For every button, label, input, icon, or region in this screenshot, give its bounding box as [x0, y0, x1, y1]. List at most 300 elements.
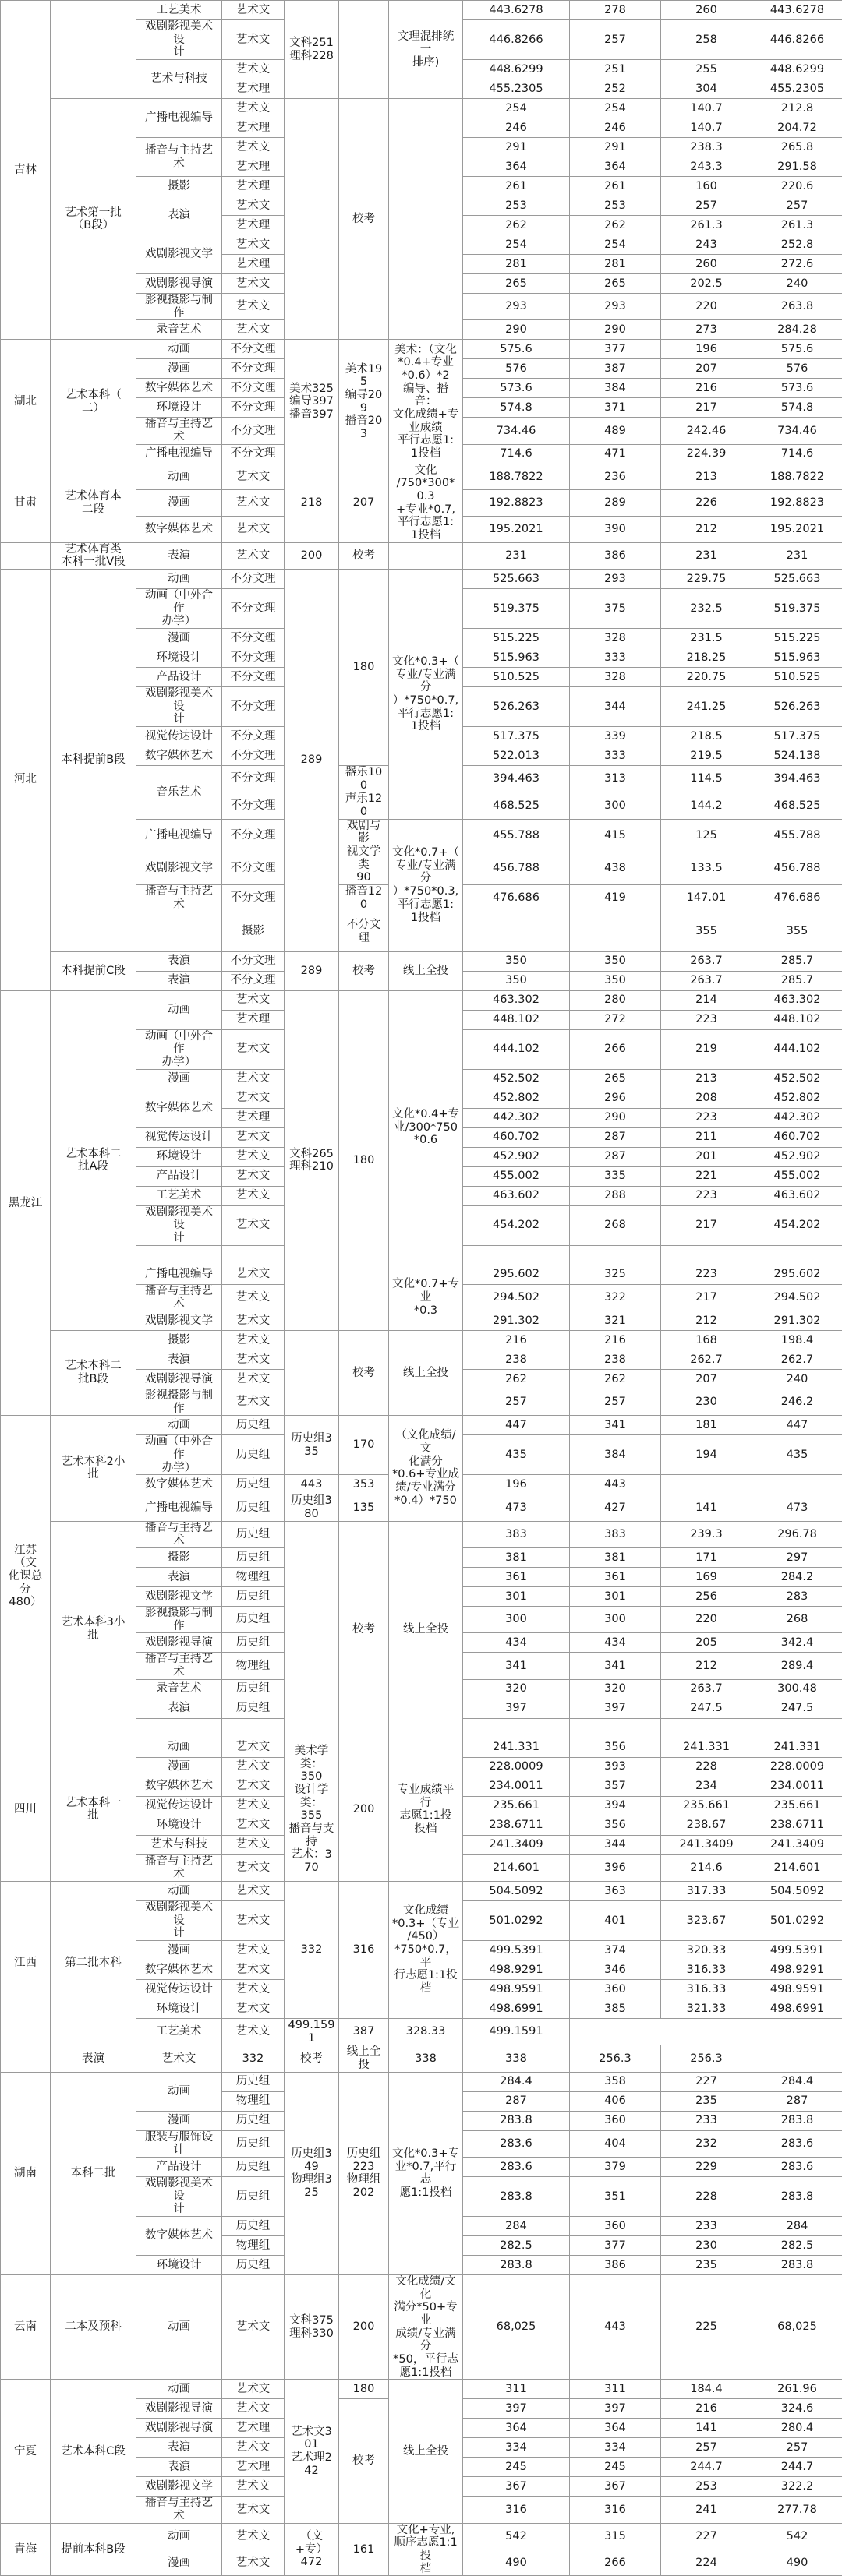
table-cell: 233: [661, 2217, 752, 2236]
table-cell: 227: [661, 2523, 752, 2550]
table-cell: 278: [570, 1, 661, 20]
table-cell: 460.702: [752, 1127, 842, 1147]
table-cell: 504.5092: [752, 1881, 842, 1900]
table-cell: 文科251 理科228: [285, 1, 339, 99]
table-cell: 艺术文: [222, 1369, 285, 1389]
table-cell: 戏剧影视美术设 计: [136, 20, 222, 60]
table-cell: 333: [570, 648, 661, 668]
table-cell: 表演: [136, 2438, 222, 2458]
table-cell: 332: [285, 1881, 339, 2018]
table-row: [1, 570, 842, 589]
table-cell: 236: [570, 464, 661, 490]
table-cell: 135: [339, 1494, 389, 1521]
table-cell: 476.686: [463, 885, 570, 912]
table-cell: 383: [463, 1521, 570, 1547]
table-cell: 342.4: [752, 1633, 842, 1653]
table-cell: 历史组: [222, 1416, 285, 1435]
table-cell: 校考: [339, 1330, 389, 1415]
table-cell: 443: [285, 1475, 339, 1494]
table-cell: 446.8266: [752, 20, 842, 60]
table-cell: 300: [570, 792, 661, 819]
table-cell: 238.3: [661, 138, 752, 157]
table-cell: 515.963: [463, 648, 570, 668]
table-cell: 455.2305: [752, 79, 842, 99]
table-cell: 406: [570, 2091, 661, 2111]
table-cell: 艺术文: [222, 1265, 285, 1284]
table-cell: 291: [463, 138, 570, 157]
table-cell: 表演: [136, 542, 222, 569]
table-cell: 数字媒体艺术: [136, 1777, 222, 1796]
table-cell: 257: [661, 2438, 752, 2458]
table-cell: 224.39: [661, 444, 752, 464]
table-cell: [285, 1330, 339, 1415]
table-cell: 262: [570, 216, 661, 235]
table-cell: 专业成绩平行 志愿1:1投 投档: [389, 1738, 463, 1881]
table-row: [1, 464, 842, 490]
table-cell: 281: [463, 255, 570, 274]
table-cell: 171: [661, 1547, 752, 1567]
table-cell: 294.502: [752, 1284, 842, 1311]
table-cell: 452.902: [752, 1147, 842, 1166]
table-cell: 357: [570, 1777, 661, 1796]
table-cell: 574.8: [463, 398, 570, 418]
table-cell: 234: [661, 1777, 752, 1796]
table-cell: 192.8823: [463, 490, 570, 517]
table-cell: 艺术理: [222, 118, 285, 138]
table-cell: 动画: [136, 2380, 222, 2399]
table-cell: 140.7: [661, 99, 752, 118]
table-cell: 140.7: [661, 118, 752, 138]
table-row: [1, 2380, 842, 2399]
table-cell: 播音与主持艺术: [136, 418, 222, 444]
table-cell: 284: [752, 2217, 842, 2236]
table-cell: 表演: [136, 1699, 222, 1718]
table-cell: 490: [752, 2550, 842, 2576]
table-cell: 228.0009: [463, 1757, 570, 1777]
table-cell: 艺术本科二 批B段: [51, 1330, 136, 1415]
table-cell: 463.302: [463, 990, 570, 1010]
table-row: [1, 951, 842, 971]
table-cell: 198.4: [752, 1330, 842, 1350]
table-cell: 434: [570, 1633, 661, 1653]
table-cell: 漫画: [136, 629, 222, 648]
table-cell: 历史组: [222, 1606, 285, 1632]
table-cell: 133.5: [661, 852, 752, 884]
table-cell: 260: [661, 1, 752, 20]
table-cell: 515.225: [752, 629, 842, 648]
table-cell: 220.6: [752, 177, 842, 196]
table-cell: 379: [570, 2158, 661, 2177]
table-cell: 316.33: [661, 1979, 752, 1999]
table-cell: 489: [570, 418, 661, 444]
table-cell: 艺术文: [222, 235, 285, 255]
table-cell: 180: [339, 570, 389, 766]
table-cell: 501.0292: [752, 1900, 842, 1940]
table-cell: 戏剧影视文学: [136, 2477, 222, 2497]
table-cell: 241.331: [752, 1738, 842, 1757]
table-cell: 238.6711: [752, 1816, 842, 1835]
table-cell: 不分文理: [222, 379, 285, 398]
table-cell: 不分文理: [222, 727, 285, 746]
table-cell: 湖南: [1, 2072, 51, 2274]
table-cell: 229: [661, 2158, 752, 2177]
table-cell: 447: [752, 1416, 842, 1435]
table-cell: 355: [752, 912, 842, 951]
table-cell: [136, 1718, 222, 1738]
table-row: [1, 2045, 842, 2072]
table-cell: 器乐100: [339, 766, 389, 792]
table-cell: 本科提前C段: [51, 951, 136, 990]
table-cell: 环境设计: [136, 1147, 222, 1166]
table-cell: 262.7: [661, 1350, 752, 1369]
table-cell: 261: [570, 177, 661, 196]
table-cell: [570, 1718, 661, 1738]
table-row: [1, 1521, 842, 1547]
table-cell: 351: [570, 2177, 661, 2217]
table-cell: 377: [570, 340, 661, 359]
table-cell: 170: [339, 1416, 389, 1475]
table-cell: 播音与主持艺术: [136, 1521, 222, 1547]
table-cell: 艺术理: [222, 255, 285, 274]
table-cell: 283.6: [463, 2130, 570, 2157]
table-cell: 艺术文: [222, 2438, 285, 2458]
table-cell: 263.7: [661, 1679, 752, 1699]
table-cell: [661, 1718, 752, 1738]
table-cell: 294.502: [463, 1284, 570, 1311]
table-cell: 艺术文301 艺术理242: [285, 2380, 339, 2523]
table-cell: 262: [463, 1369, 570, 1389]
table-cell: 不分文理: [222, 819, 285, 852]
table-cell: 232.5: [661, 589, 752, 629]
table-row: [1, 2275, 842, 2310]
table-cell: 提前本科B段: [51, 2523, 136, 2576]
table-cell: 动画: [136, 1738, 222, 1757]
table-cell: 377: [570, 2236, 661, 2256]
table-cell: 375: [570, 589, 661, 629]
table-cell: 280.4: [752, 2419, 842, 2438]
table-cell: 356: [570, 1738, 661, 1757]
table-cell: 254: [463, 99, 570, 118]
table-cell: 207: [339, 464, 389, 542]
table-cell: 228: [661, 2177, 752, 2217]
table-cell: 360: [570, 2217, 661, 2236]
table-cell: [752, 1245, 842, 1265]
table-cell: 产品设计: [136, 2158, 222, 2177]
table-cell: 戏剧影视美术设 计: [136, 1900, 222, 1940]
table-cell: 573.6: [463, 379, 570, 398]
table-cell: 320: [570, 1679, 661, 1699]
table-cell: 216: [661, 2399, 752, 2419]
table-cell: 播音与主持艺术: [136, 885, 222, 912]
table-cell: 音乐艺术: [136, 766, 222, 820]
table-cell: 201: [661, 1147, 752, 1166]
table-cell: 364: [463, 2419, 570, 2438]
table-row: [1, 1881, 842, 1900]
table-cell: 文化 /750*300*0.3 +专业*0.7, 平行志愿1: 1投档: [389, 464, 463, 542]
table-cell: 575.6: [463, 340, 570, 359]
table-cell: 510.525: [463, 668, 570, 687]
table-cell: 艺术文: [222, 1757, 285, 1777]
table-cell: 295.602: [463, 1265, 570, 1284]
table-cell: 历史组: [222, 1494, 285, 1521]
table-cell: 物理组: [222, 2236, 285, 2256]
table-cell: 322: [570, 1284, 661, 1311]
table-cell: 341: [570, 1416, 661, 1435]
table-cell: 283.8: [463, 2177, 570, 2217]
table-cell: 452.802: [752, 1089, 842, 1108]
table-cell: 228: [661, 1757, 752, 1777]
table-cell: 漫画: [136, 490, 222, 517]
table-cell: 艺术文: [222, 1166, 285, 1186]
table-cell: 历史组 223 物理组 202: [339, 2072, 389, 2274]
table-cell: 江西: [1, 1881, 51, 2045]
table-cell: 261.3: [752, 216, 842, 235]
table-cell: 219: [661, 1029, 752, 1069]
table-cell: [570, 912, 661, 951]
table-cell: 499.5391: [463, 1940, 570, 1960]
table-cell: 历史组: [222, 2177, 285, 2217]
table-cell: 湖北: [1, 340, 51, 464]
table-cell: 数字媒体艺术: [136, 1089, 222, 1127]
table-cell: 艺术文: [222, 2275, 285, 2380]
table-cell: （文+专） 472: [285, 2523, 339, 2576]
table-cell: [222, 1718, 285, 1738]
table-cell: 221: [661, 1166, 752, 1186]
table-cell: 艺术文: [222, 2497, 285, 2523]
table-cell: 广播电视编导: [136, 444, 222, 464]
table-cell: 217: [661, 1205, 752, 1245]
table-cell: 283.8: [752, 2177, 842, 2217]
table-row: [1, 542, 842, 569]
table-cell: 线上全投: [389, 951, 463, 990]
table-cell: 334: [570, 2438, 661, 2458]
table-cell: 257: [463, 1389, 570, 1415]
table-cell: 河北: [1, 570, 51, 990]
table-cell: 235.661: [463, 1796, 570, 1816]
table-row: [1, 2523, 842, 2550]
table-cell: 419: [570, 885, 661, 912]
table-cell: 522.013: [463, 746, 570, 766]
table-cell: 360: [570, 2111, 661, 2130]
table-cell: 漫画: [136, 1940, 222, 1960]
table-cell: 575.6: [752, 340, 842, 359]
table-cell: 艺术文: [222, 1738, 285, 1757]
table-cell: 316.33: [661, 1960, 752, 1979]
table-cell: 498.6991: [752, 1999, 842, 2018]
table-cell: 455.002: [463, 1166, 570, 1186]
table-cell: 283.8: [463, 2256, 570, 2275]
table-cell: 386: [570, 2256, 661, 2275]
table-cell: 574.8: [752, 398, 842, 418]
table-cell: 499.5391: [752, 1940, 842, 1960]
table-cell: 208: [661, 1089, 752, 1108]
table-cell: 68,025: [463, 2275, 570, 2380]
table-cell: 不分文理: [222, 885, 285, 912]
table-cell: 218.25: [661, 648, 752, 668]
table-cell: 261: [463, 177, 570, 196]
table-cell: 180: [339, 990, 389, 1330]
table-cell: 文科265 理科210: [285, 990, 339, 1330]
table-cell: 435: [752, 1435, 842, 1475]
table-cell: 工艺美术: [136, 1, 222, 20]
table-cell: 473: [752, 1494, 842, 1521]
table-cell: 252: [570, 79, 661, 99]
table-cell: 257: [570, 20, 661, 60]
table-cell: 504.5092: [463, 1881, 570, 1900]
table-cell: 漫画: [136, 359, 222, 379]
table-cell: [285, 99, 339, 340]
table-cell: 数字媒体艺术: [136, 2217, 222, 2256]
table-cell: 225: [661, 2275, 752, 2380]
table-cell: 498.9291: [752, 1960, 842, 1979]
table-cell: 216: [661, 379, 752, 398]
table-cell: 444.102: [752, 1029, 842, 1069]
table-cell: 摄影: [136, 177, 222, 196]
table-cell: 321.33: [661, 1999, 752, 2018]
table-cell: 235: [661, 2256, 752, 2275]
table-cell: 268: [570, 1205, 661, 1245]
table-cell: 207: [661, 1369, 752, 1389]
table-cell: 355: [661, 912, 752, 951]
table-cell: 283.6: [752, 2130, 842, 2157]
table-cell: 361: [463, 1567, 570, 1586]
table-cell: 艺术理: [222, 157, 285, 177]
table-cell: 476.686: [752, 885, 842, 912]
table-cell: 表演: [136, 1350, 222, 1369]
table-cell: 文理混排统一 排序): [389, 1, 463, 99]
table-cell: 396: [570, 1854, 661, 1881]
table-cell: 212.8: [752, 99, 842, 118]
table-cell: 艺术文: [222, 1835, 285, 1854]
table-body: [1, 1, 842, 2576]
table-cell: 影视摄影与制作: [136, 294, 222, 320]
table-cell: 230: [661, 1389, 752, 1415]
table-cell: 环境设计: [136, 648, 222, 668]
table-cell: 334: [463, 2438, 570, 2458]
table-cell: 251: [570, 60, 661, 79]
table-cell: 256.3: [661, 2045, 752, 2072]
table-cell: 284.28: [752, 320, 842, 340]
table-cell: 美术195 编导209 播音203: [339, 340, 389, 464]
table-cell: 254: [463, 235, 570, 255]
table-cell: 艺术文: [222, 1940, 285, 1960]
table-cell: 384: [570, 1435, 661, 1475]
table-cell: 285.7: [752, 971, 842, 990]
table-cell: 443: [570, 1475, 661, 1494]
table-cell: 344: [570, 687, 661, 727]
table-cell: 287: [570, 1127, 661, 1147]
table-cell: 200: [285, 542, 339, 569]
table-cell: 169: [661, 1567, 752, 1586]
table-cell: 285.7: [752, 951, 842, 971]
table-cell: 258: [661, 20, 752, 60]
table-cell: 160: [661, 177, 752, 196]
table-cell: 艺术理: [222, 1108, 285, 1127]
table-cell: 364: [463, 157, 570, 177]
table-cell: 212: [661, 1311, 752, 1330]
table-cell: 文化*0.3+专 业*0.7,平行志 愿1:1投档: [389, 2072, 463, 2274]
table-cell: 美术325 编导397 播音397: [285, 340, 339, 464]
table-cell: 404: [570, 2130, 661, 2157]
table-cell: 历史组: [222, 1679, 285, 1699]
table-cell: 241.331: [463, 1738, 570, 1757]
table-cell: 244.7: [661, 2458, 752, 2477]
table-cell: 202.5: [661, 274, 752, 294]
table-cell: 320.33: [661, 1940, 752, 1960]
table-cell: 434: [463, 1633, 570, 1653]
table-cell: [51, 1, 136, 99]
table-cell: 291: [570, 138, 661, 157]
table-cell: 320: [463, 1679, 570, 1699]
table-cell: 动画: [136, 990, 222, 1029]
table-cell: 397: [463, 2399, 570, 2419]
table-cell: 501.0292: [463, 1900, 570, 1940]
table-cell: 214.6: [661, 1854, 752, 1881]
table-cell: 204.72: [752, 118, 842, 138]
table-cell: 戏剧影视导演: [136, 1369, 222, 1389]
table-cell: 动画: [136, 1881, 222, 1900]
table-cell: 历史组: [222, 2158, 285, 2177]
table-cell: 346: [570, 1960, 661, 1979]
table-cell: 498.9291: [463, 1960, 570, 1979]
table-cell: 141: [661, 2419, 752, 2438]
table-cell: 255: [661, 60, 752, 79]
table-cell: 287: [463, 2091, 570, 2111]
table-cell: 艺术第一批 （B段）: [51, 99, 136, 340]
table-cell: 不分文理: [222, 668, 285, 687]
table-cell: 341: [463, 1653, 570, 1679]
table-cell: 381: [463, 1547, 570, 1567]
table-row: [1, 2072, 842, 2091]
table-cell: 284.4: [752, 2072, 842, 2091]
table-cell: 艺术本科一 批: [51, 1738, 136, 1881]
table-cell: 290: [570, 1108, 661, 1127]
table-cell: 212: [661, 517, 752, 543]
table-cell: [339, 1, 389, 99]
table-cell: 艺术文: [222, 1029, 285, 1069]
table-cell: 223: [661, 1265, 752, 1284]
table-cell: [661, 1245, 752, 1265]
table-cell: 272: [570, 1010, 661, 1029]
table-cell: 304: [661, 79, 752, 99]
table-cell: 714.6: [463, 444, 570, 464]
table-cell: 381: [570, 1547, 661, 1567]
table-cell: 358: [570, 2072, 661, 2091]
table-cell: 234.0011: [752, 1777, 842, 1796]
table-cell: 542: [752, 2523, 842, 2550]
table-cell: 293: [570, 570, 661, 589]
table-row: [1, 990, 842, 1010]
table-cell: 艺术与科技: [136, 60, 222, 99]
table-cell: 青海: [1, 2523, 51, 2576]
table-cell: 云南: [1, 2275, 51, 2380]
table-cell: 253: [570, 196, 661, 216]
table-cell: 艺术文: [222, 320, 285, 340]
table-cell: [389, 542, 463, 569]
table-cell: 265: [570, 1069, 661, 1089]
table-cell: 448.6299: [463, 60, 570, 79]
table-cell: 工艺美术: [136, 2018, 222, 2045]
table-cell: 290: [463, 320, 570, 340]
table-cell: 214.601: [463, 1854, 570, 1881]
table-cell: 246.2: [752, 1389, 842, 1415]
table-cell: 322.2: [752, 2477, 842, 2497]
table-cell: 435: [463, 1435, 570, 1475]
table-cell: 350: [570, 971, 661, 990]
table-cell: 238: [463, 1350, 570, 1369]
table-cell: 历史组335: [285, 1416, 339, 1475]
table-cell: 不分文理: [222, 792, 285, 819]
